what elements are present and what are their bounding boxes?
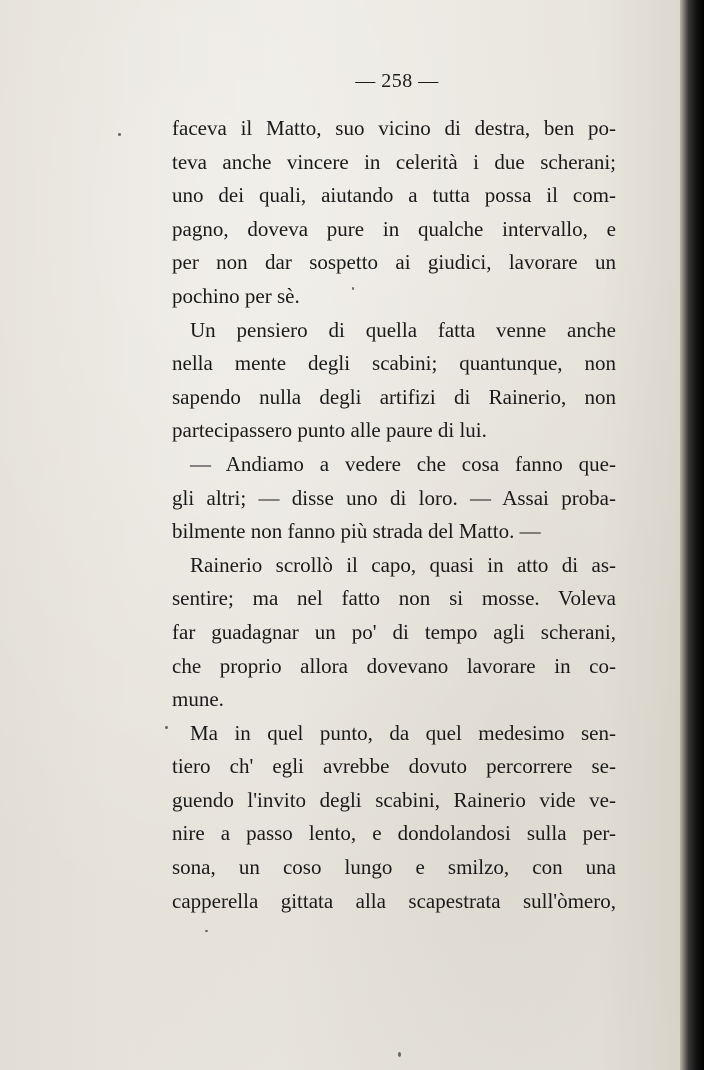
text-line: gli altri; — disse uno di loro. — Assai proba- [172, 485, 616, 510]
paper-speck [398, 1052, 401, 1057]
paper-speck [165, 726, 168, 729]
text-line: pochino per sè. [172, 283, 300, 308]
book-spine-shadow [680, 0, 704, 1070]
text-line: che proprio allora dovevano lavorare in co- [172, 653, 616, 678]
text-line: guendo l'invito degli scabini, Rainerio vide ve- [172, 787, 616, 812]
text-line: Ma in quel punto, da quel medesimo sen- [190, 720, 616, 745]
text-line: capperella gittata alla scapestrata sull'òmero, [172, 888, 616, 913]
body-text [172, 112, 616, 918]
paper-speck [118, 133, 121, 136]
text-line: partecipassero punto alle paure di lui. [172, 418, 487, 443]
text-line: sapendo nulla degli artifizi di Rainerio, non [172, 384, 616, 409]
text-line: sentire; ma nel fatto non si mosse. Voleva [172, 586, 616, 611]
text-line: teva anche vincere in celerità i due scherani; [172, 149, 616, 174]
text-line: per non dar sospetto ai giudici, lavorare un [172, 250, 616, 275]
text-line: nire a passo lento, e dondolandosi sulla per- [172, 821, 616, 846]
text-line: Rainerio scrollò il capo, quasi in atto di as- [190, 552, 616, 577]
text-line: far guadagnar un po' di tempo agli scherani, [172, 619, 616, 644]
text-line: nella mente degli scabini; quantunque, non [172, 351, 616, 376]
text-line: uno dei quali, aiutando a tutta possa il com- [172, 183, 616, 208]
paper-speck [352, 287, 354, 290]
text-line: bilmente non fanno più strada del Matto. — [172, 519, 541, 544]
text-line: pagno, doveva pure in qualche intervallo, e [172, 216, 616, 241]
text-line: mune. [172, 687, 224, 712]
text-line: — Andiamo a vedere che cosa fanno que- [190, 451, 616, 476]
text-line: sona, un coso lungo e smilzo, con una [172, 855, 616, 880]
text-line: faceva il Matto, suo vicino di destra, ben po- [172, 116, 616, 140]
paper-speck [205, 930, 208, 932]
text-line: tiero ch' egli avrebbe dovuto percorrere se- [172, 754, 616, 779]
text-line: Un pensiero di quella fatta venne anche [190, 317, 616, 342]
page-number: — 258 — [355, 70, 439, 92]
